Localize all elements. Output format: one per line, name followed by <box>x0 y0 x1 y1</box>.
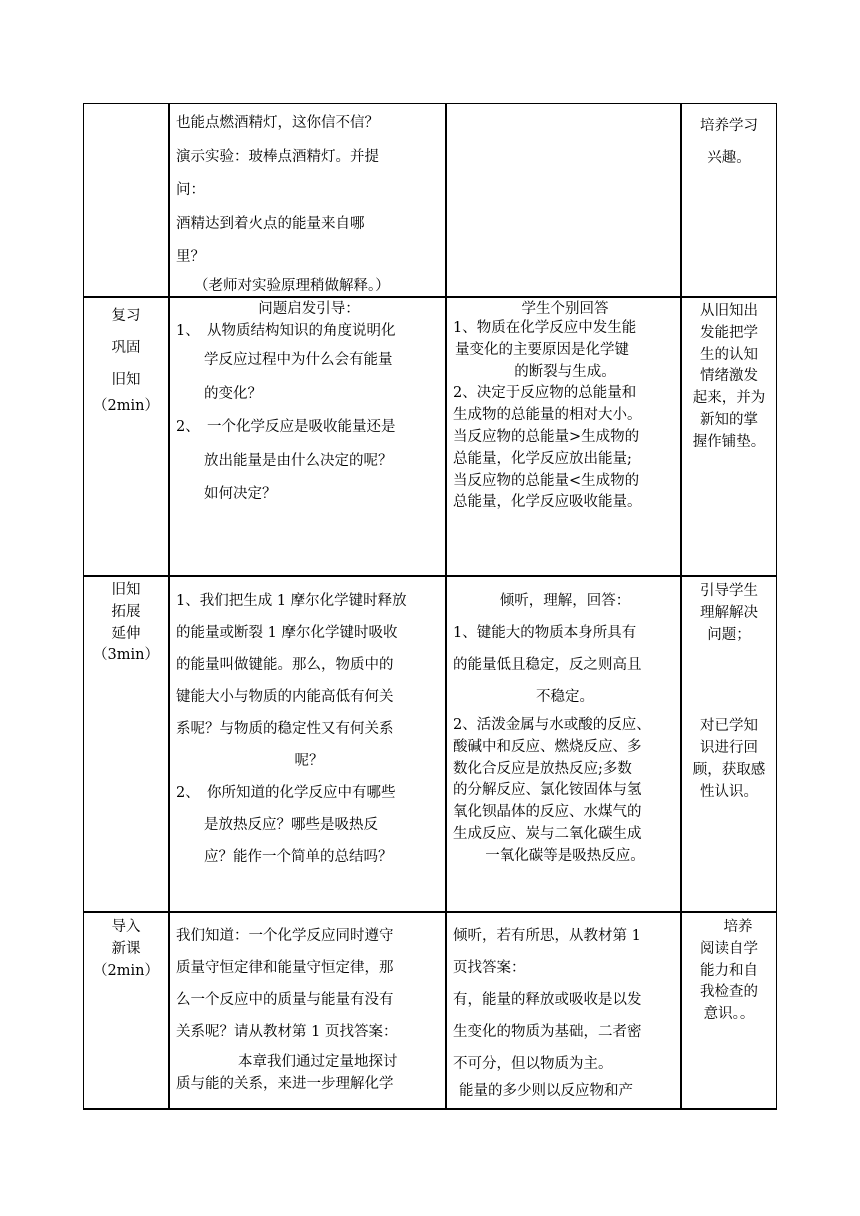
row1-teacher-cell <box>176 107 442 297</box>
teacher-line: 学反应过程中为什么会有能量 <box>204 352 393 368</box>
student-line: 页找答案： <box>453 960 526 976</box>
teacher-line: 键能大小与物质的内能高低有何关 <box>176 689 394 705</box>
teacher-line: 是放热反应？哪些是吸热反 <box>204 817 378 833</box>
intent-line: 顾，获取感 <box>692 761 766 778</box>
intent-line: 新知的掌 <box>700 411 758 428</box>
student-line: 倾听，理解，回答： <box>499 593 631 609</box>
intent-line: 识进行回 <box>700 740 758 757</box>
student-line: 数化合反应是放热反应;多数 <box>453 760 632 777</box>
stage-line: 旧知 <box>111 582 141 598</box>
student-line: 的能量低且稳定，反之则高且 <box>453 657 642 673</box>
teacher-line: 问： <box>176 182 205 198</box>
student-line: 有，能量的释放或吸收是以发 <box>453 992 642 1008</box>
student-line: 能量的多少则以反应物和产 <box>459 1083 633 1099</box>
intent-line: 发能把学 <box>700 324 758 341</box>
student-line: 2、决定于反应物的总能量和 <box>453 385 637 402</box>
stage-line: （3min） <box>93 647 159 664</box>
intent-line: 兴趣。 <box>707 150 751 166</box>
student-line: 不稳定。 <box>536 689 594 705</box>
row3-intent-cell <box>682 581 776 804</box>
table-border-top <box>83 103 777 104</box>
row2-student-cell <box>453 300 677 514</box>
intent-line: 性认识。 <box>700 783 758 800</box>
teacher-line: 质量守恒定律和能量守恒定律，那 <box>176 960 394 976</box>
stage-line: 复习 <box>111 308 141 324</box>
row-divider-3 <box>83 911 777 913</box>
row2-intent-cell <box>682 301 776 454</box>
row4-teacher-cell <box>176 920 442 1096</box>
student-line: 1、物质在化学反应中发生能 <box>453 320 637 336</box>
teacher-line: 酒精达到着火点的能量来自哪 <box>176 215 365 232</box>
stage-line: （2min） <box>93 962 159 979</box>
teacher-line: 2、 你所知道的化学反应中有哪些 <box>176 785 396 801</box>
teacher-line: 的能量叫做键能。那么，物质中的 <box>176 657 394 673</box>
stage-line: 新课 <box>111 940 141 957</box>
column-divider-1 <box>168 103 170 1110</box>
student-line: 当反应物的总能量<生成物的 <box>453 472 640 489</box>
row4-stage-cell <box>84 917 168 982</box>
intent-line: 情绪激发 <box>700 368 758 385</box>
intent-line: 问题； <box>707 626 751 643</box>
teacher-line: 2、 一个化学反应是吸收能量还是 <box>176 419 396 435</box>
stage-line: 拓展 <box>111 603 141 620</box>
teacher-line: 系呢？与物质的稳定性又有何关系 <box>176 721 394 737</box>
intent-line: 生的认知 <box>700 346 758 363</box>
row1-intent-cell <box>682 110 776 174</box>
teacher-line: 我们知道：一个化学反应同时遵守 <box>176 928 394 944</box>
intent-line: 对已学知 <box>700 718 758 735</box>
intent-line: 培养 <box>723 919 753 935</box>
teacher-line: 应？能作一个简单的总结吗？ <box>204 849 393 865</box>
teacher-line: 如何决定？ <box>204 486 277 502</box>
student-line: 的断裂与生成。 <box>514 363 616 380</box>
teacher-heading: 问题启发引导： <box>258 301 360 317</box>
intent-line: 起来，并为 <box>692 390 766 407</box>
intent-line: 引导学生 <box>700 583 758 599</box>
student-line: 生成物的总能量的相对大小。 <box>453 407 642 424</box>
student-line: 量变化的主要原因是化学键 <box>455 341 629 358</box>
teacher-line: 质与能的关系，来进一步理解化学 <box>176 1075 394 1092</box>
stage-line: 延伸 <box>111 625 141 642</box>
teacher-line: 的变化？ <box>204 385 262 402</box>
student-line: 氧化钡晶体的反应、水煤气的 <box>453 804 642 821</box>
row2-teacher-cell <box>176 300 442 512</box>
student-line: 2、活泼金属与水或酸的反应、 <box>453 717 651 733</box>
intent-line: 从旧知出 <box>700 303 758 319</box>
row3-stage-cell <box>84 580 168 667</box>
row4-student-cell <box>453 920 677 1102</box>
teacher-line: 的能量或断裂 1 摩尔化学键时吸收 <box>176 625 398 641</box>
student-line: 总能量，化学反应放出能量; <box>453 450 632 467</box>
intent-line: 我检查的 <box>700 984 758 1001</box>
table-border-bottom <box>83 1108 777 1110</box>
row3-student-cell <box>453 585 677 868</box>
student-line: 生成反应、炭与二氧化碳生成 <box>453 825 642 842</box>
row4-intent-cell <box>682 917 776 1026</box>
teacher-line: 放出能量是由什么决定的呢？ <box>204 452 393 469</box>
student-line: 倾听，若有所思，从教材第 1 <box>453 928 641 944</box>
intent-line: 握作铺垫。 <box>692 433 766 450</box>
table-border-right <box>776 103 777 1110</box>
student-line: 生变化的物质为基础，二者密 <box>453 1024 642 1040</box>
intent-line: 培养学习 <box>700 118 758 134</box>
intent-line: 阅读自学 <box>700 940 758 957</box>
student-line: 1、键能大的物质本身所具有 <box>453 625 637 641</box>
teacher-line: 也能点燃酒精灯，这你信不信？ <box>176 115 379 131</box>
student-line: 酸碱中和反应、燃烧反应、多 <box>453 738 642 755</box>
stage-line: （2min） <box>93 398 159 414</box>
teacher-line: 么一个反应中的质量与能量有没有 <box>176 992 394 1008</box>
teacher-line: 本章我们通过定量地探讨 <box>238 1054 398 1070</box>
stage-line: 旧知 <box>111 372 141 388</box>
teacher-line: 演示实验：玻棒点酒精灯。并提 <box>176 148 379 165</box>
row2-stage-cell <box>84 300 168 416</box>
teacher-line: （老师对实验原理稍做解释。） <box>194 277 390 294</box>
teacher-line: 关系呢？请从教材第 1 页找答案： <box>176 1024 398 1040</box>
intent-line: 意识。。 <box>703 1006 755 1023</box>
student-line: 当反应物的总能量>生成物的 <box>453 428 640 445</box>
student-line: 总能量，化学反应吸收能量。 <box>453 494 642 511</box>
stage-line: 导入 <box>111 919 141 935</box>
student-line: 不可分，但以物质为主。 <box>453 1056 613 1072</box>
student-heading: 学生个别回答 <box>521 301 609 317</box>
stage-line: 巩固 <box>111 340 141 356</box>
teacher-line: 1、我们把生成 1 摩尔化学键时释放 <box>176 593 407 609</box>
row-divider-2 <box>83 575 777 577</box>
teacher-line: 呢？ <box>294 753 324 769</box>
intent-line: 能力和自 <box>700 962 758 979</box>
intent-line: 理解解决 <box>700 604 758 621</box>
student-line: 的分解反应、氯化铵固体与氢 <box>453 782 642 799</box>
teacher-line: 1、 从物质结构知识的角度说明化 <box>176 323 396 339</box>
row3-teacher-cell <box>176 585 442 873</box>
teacher-line: 里？ <box>176 249 205 265</box>
student-line: 一氧化碳等是吸热反应。 <box>485 847 645 864</box>
column-divider-2 <box>445 103 447 1110</box>
